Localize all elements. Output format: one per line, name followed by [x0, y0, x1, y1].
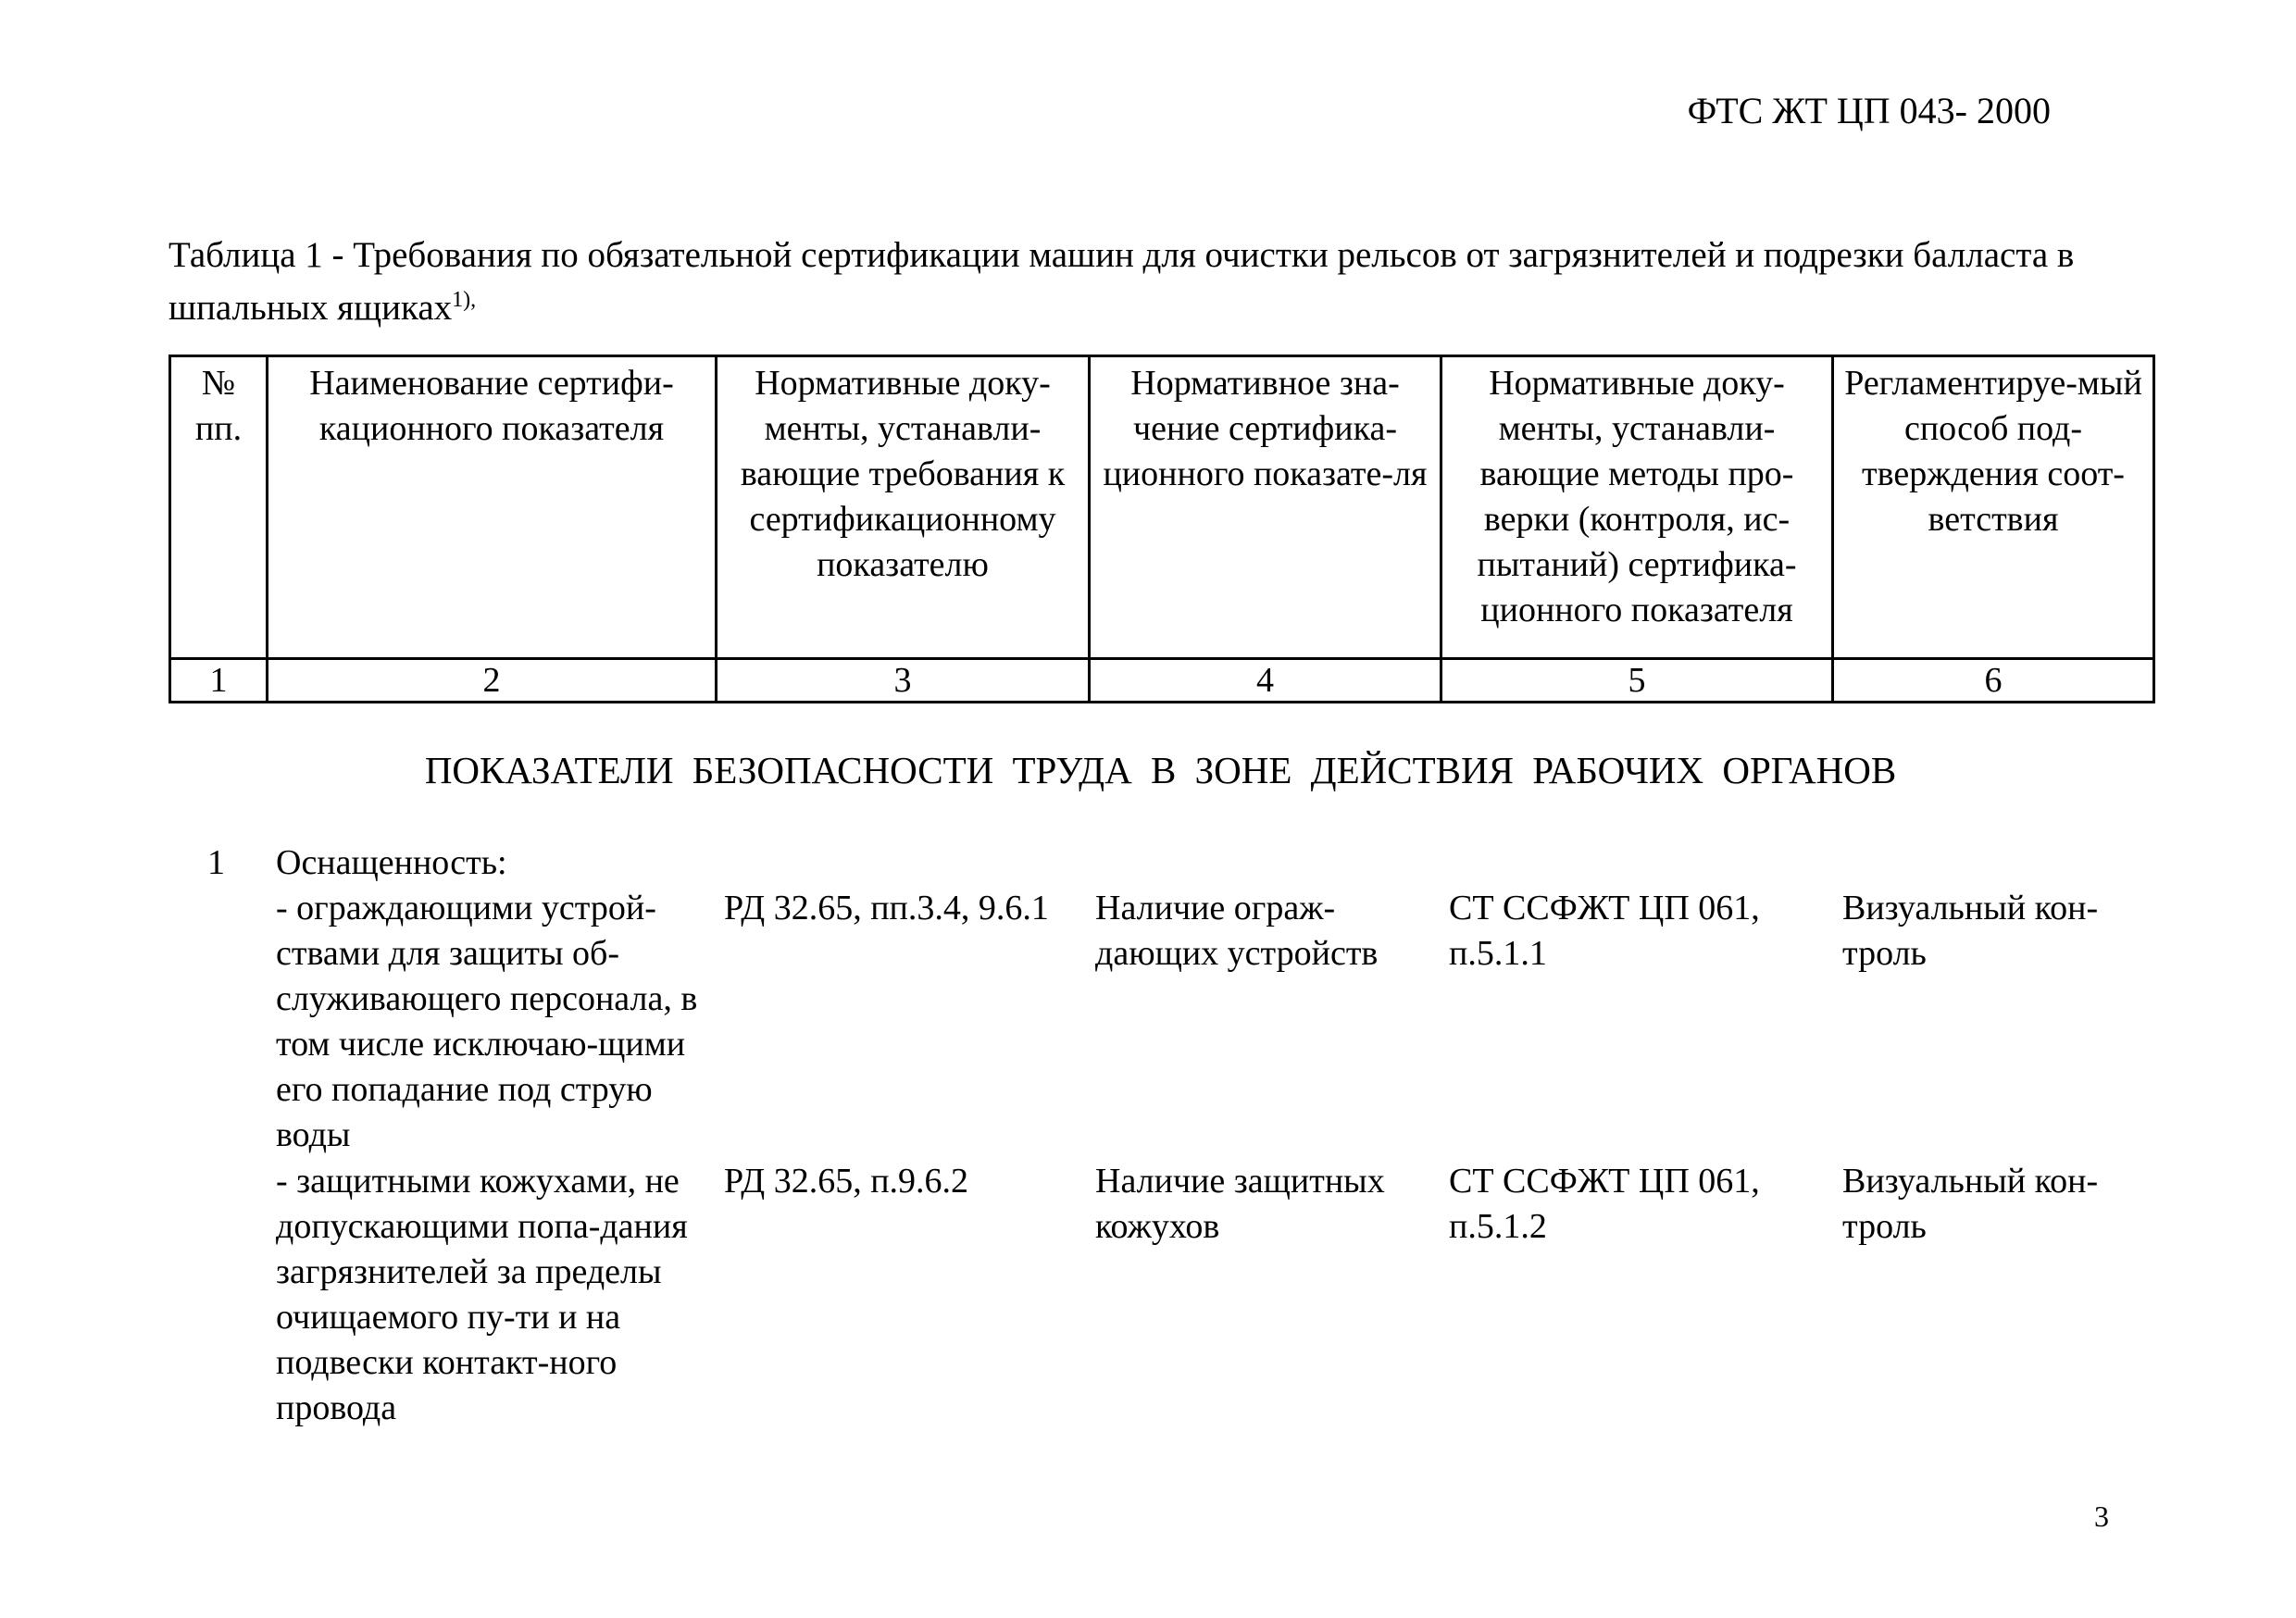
column-header-normative-value: Нормативное зна-чение сертифика-ционного показате-ля — [1090, 356, 1441, 634]
section-title: ПОКАЗАТЕЛИ БЕЗОПАСНОСТИ ТРУДА В ЗОНЕ ДЕЙСТВИЯ РАБОЧИХ ОРГАНОВ — [424, 749, 1897, 791]
column-number: 2 — [268, 659, 717, 703]
table-caption — [168, 233, 2103, 330]
row-confirmation: Визуальный кон-троль — [1842, 1162, 2099, 1246]
column-number: 4 — [1090, 659, 1441, 703]
item-title: Оснащенность: — [276, 843, 507, 882]
row-requirement-docs: РД 32.65, пп.3.4, 9.6.1 — [724, 889, 1049, 927]
table-header-gap — [170, 633, 2154, 659]
row-method-docs: СТ ССФЖТ ЦП 061, п.5.1.1 — [1449, 889, 1760, 973]
column-number: 5 — [1441, 659, 1833, 703]
column-header-method-docs: Нормативные доку-менты, устанавли-вающие методы про-верки (контроля, ис-пытаний) сертифика-ционного показателя — [1441, 356, 1833, 634]
item-number: 1 — [207, 843, 225, 882]
column-header-indicator: Наименование сертифи-кационного показателя — [268, 356, 717, 634]
column-header-number: № пп. — [170, 356, 268, 634]
column-header-requirement-docs: Нормативные доку-менты, устанавли-вающие требования к сертификационному показателю — [717, 356, 1090, 634]
row-method-docs: СТ ССФЖТ ЦП 061, п.5.1.2 — [1449, 1162, 1760, 1246]
column-header-confirmation: Регламентируе-мый способ под-тверждения соот-ветствия — [1833, 356, 2154, 634]
row-indicator: - ограждающими устрой-ствами для защиты об-служивающего персонала, в том числе исключаю-щими его попадание под струю воды — [276, 889, 698, 1154]
footnote-mark: 1), — [452, 288, 477, 312]
row-normative-value: Наличие ограж-дающих устройств — [1095, 889, 1379, 973]
table-header — [168, 355, 2155, 703]
table-caption-text: Таблица 1 - Требования по обязательной сертификации машин для очистки рельсов от загрязнителей и подрезки балласта в шпальных ящиках — [168, 235, 2075, 328]
document-code: ФТС ЖТ ЦП 043- 2000 — [1687, 90, 2051, 131]
row-normative-value: Наличие защитных кожухов — [1095, 1162, 1385, 1246]
column-number: 1 — [170, 659, 268, 703]
row-requirement-docs: РД 32.65, п.9.6.2 — [724, 1162, 969, 1201]
table-header-row — [170, 356, 2154, 634]
row-indicator: - защитными кожухами, не допускающими попа-дания загрязнителей за пределы очищаемого пу-ти и на подвески контакт-ного провода — [276, 1162, 688, 1427]
column-number: 3 — [717, 659, 1090, 703]
column-numbers-row — [170, 659, 2154, 703]
column-number: 6 — [1833, 659, 2154, 703]
page-number: 3 — [2094, 1500, 2109, 1533]
row-confirmation: Визуальный кон-троль — [1842, 889, 2099, 973]
